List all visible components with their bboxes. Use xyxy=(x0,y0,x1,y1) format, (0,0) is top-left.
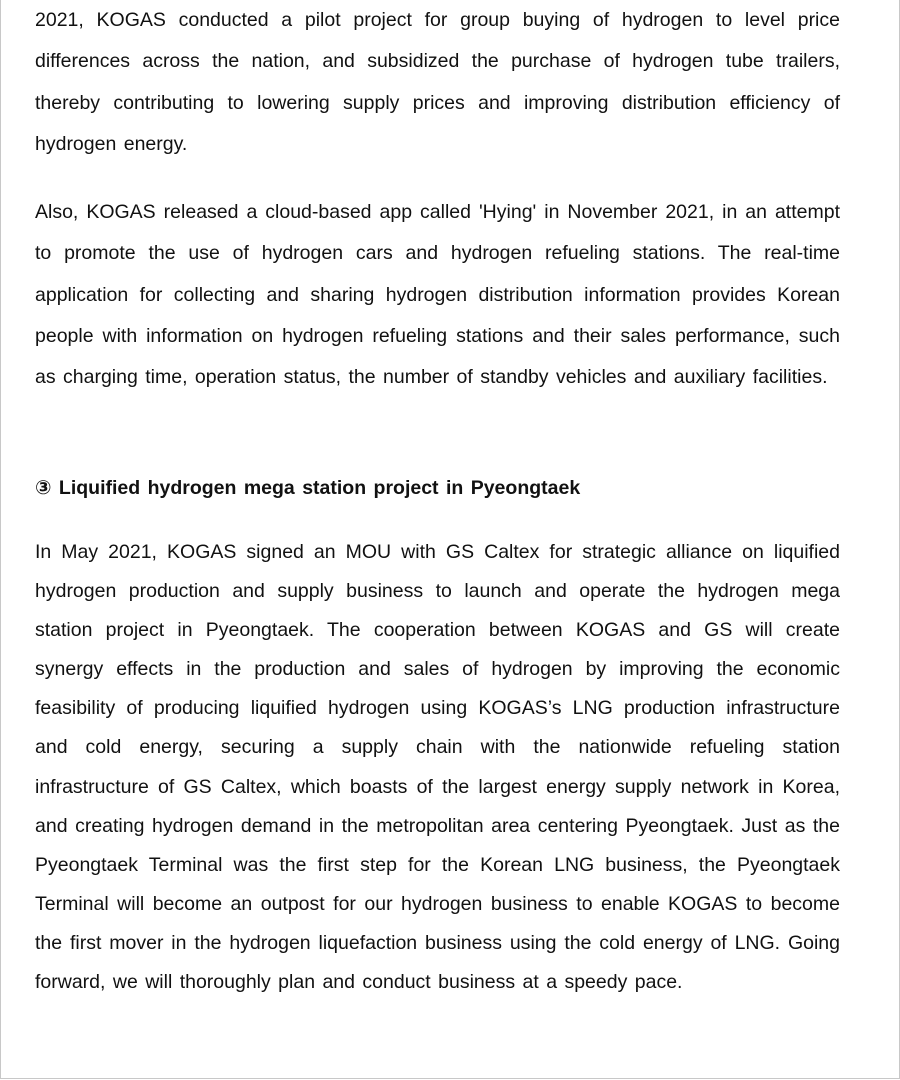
paragraph-hying-app: Also, KOGAS released a cloud-based app called 'Hying' in November 2021, in an attempt to promote the use of hydrogen cars and hydrogen refueling stations. The real-time application for collecting and sharing hydrogen distribution information provides Korean people with information on hydrogen refueling stations and their sales performance, such as charging time, operation status, the number of standby vehicles and auxiliary facilities. xyxy=(35,201,840,389)
paragraph-mega-station: In May 2021, KOGAS signed an MOU with GS Caltex for strategic alliance on liquified hydrogen production and supply business to launch and operate the hydrogen mega station project in Pyeongtaek. The cooperation between KOGAS and GS will create synergy effects in the production and sales of hydrogen by improving the economic feasibility of producing liquified hydrogen using KOGAS’s LNG production infrastructure and cold energy, securing a supply chain with the nationwide refueling station infrastructure of GS Caltex, which boasts of the largest energy supply network in Korea, and creating hydrogen demand in the metropolitan area centering Pyeongtaek. Just as the Pyeongtaek Terminal was the first step for the Korean LNG business, the Pyeongtaek Terminal will become an outpost for our hydrogen business to enable KOGAS to become the first mover in the hydrogen liquefaction business using the cold energy of LNG. Going forward, we will thoroughly plan and conduct business at a speedy pace. xyxy=(35,541,840,994)
paragraph-group-buying: 2021, KOGAS conducted a pilot project for group buying of hydrogen to level price differences across the nation, and subsidized the purchase of hydrogen tube trailers, thereby contributing to lowering supply prices and improving distribution efficiency of hydrogen energy. xyxy=(35,9,840,155)
section-heading: ③ Liquified hydrogen mega station project in Pyeongtaek xyxy=(35,477,581,499)
